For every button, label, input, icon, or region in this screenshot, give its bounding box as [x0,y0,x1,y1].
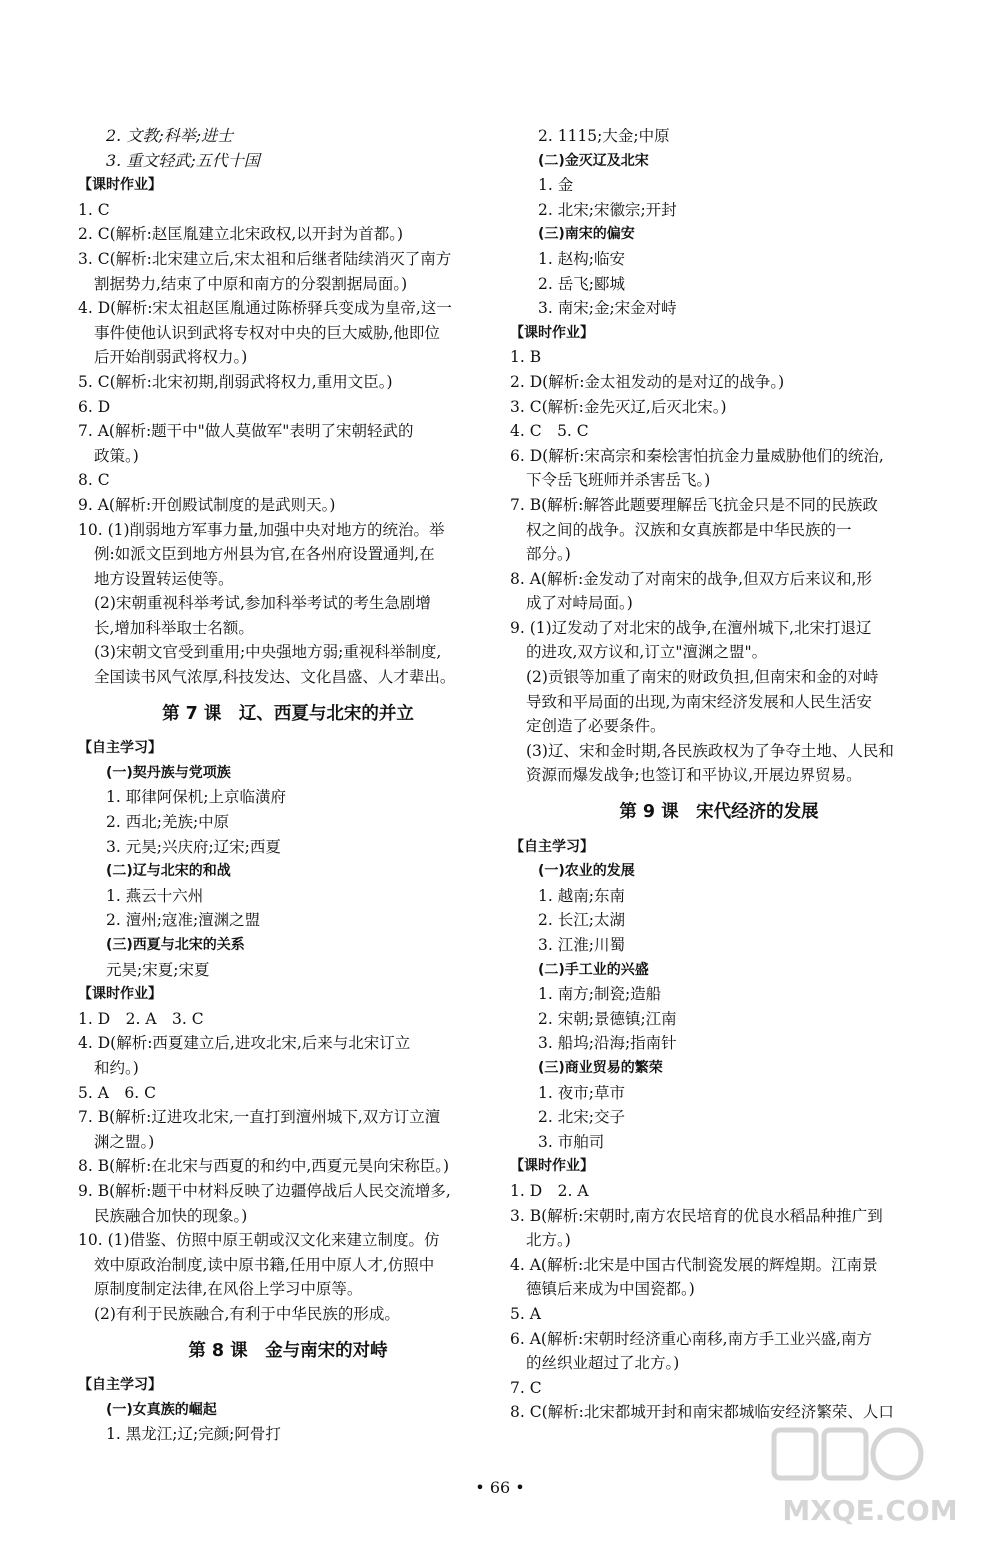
text-line: 1. D 2. A 3. C [78,1009,204,1028]
text-line: 2. 北宋;交子 [538,1108,625,1127]
text-line: 3. B(解析:宋朝时,南方农民培育的优良水稻品种推广到 [510,1206,883,1225]
text-line: 4. D(解析:西夏建立后,进攻北宋,后来与北宋订立 [78,1034,411,1053]
text-line: 1. B [510,348,542,367]
text-line: 4. D(解析:宋太祖赵匡胤通过陈桥驿兵变成为皇帝,这一 [78,299,452,318]
text-line: 导致和平局面的出现,为南宋经济发展和人民生活安 [526,692,872,711]
lesson-title: 第 7 课 辽、西夏与北宋的并立 [162,703,414,724]
text-line: 1. 夜市;草市 [538,1083,625,1102]
text-line: (3)宋朝文官受到重用;中央强地方弱;重视科举制度, [94,643,442,662]
text-line: 3. 南宋;金;宋金对峙 [538,299,677,318]
section-heading: 【自主学习】 [510,838,594,855]
text-line: 部分。) [526,545,571,564]
watermark-glyph-2 [824,1430,866,1478]
text-line: 北方。) [526,1231,571,1250]
text-line: 9. A(解析:开创殿试制度的是武则天。) [78,495,336,514]
text-line: 事件使他认识到武将专权对中央的巨大威胁,他即位 [94,323,440,342]
text-line: 8. B(解析:在北宋与西夏的和约中,西夏元昊向宋称臣。) [78,1157,450,1176]
section-heading: 【自主学习】 [78,740,162,757]
text-line: 2. 澶州;寇准;澶渊之盟 [106,911,261,930]
text-line: 7. B(解析:解答此题要理解岳飞抗金只是不同的民族政 [510,495,878,514]
text-line: 2. 文教;科举;进士 [106,126,234,145]
text-line: 权之间的战争。汉族和女真族都是中华民族的一 [526,520,852,539]
text-line: 资源而爆发战争;也签订和平协议,开展边界贸易。 [526,766,862,785]
section-heading: 【课时作业】 [510,1158,594,1175]
section-heading: (三)南宋的偏安 [538,226,635,243]
text-line: 1. 金 [538,176,574,195]
right-column [510,124,928,1425]
text-line: 全国读书风气浓厚,科技发达、文化昌盛、人才辈出。 [94,668,456,687]
section-heading: (一)农业的发展 [538,863,635,880]
text-line: 和约。) [94,1058,139,1077]
text-line: 3. 船坞;沿海;指南针 [538,1034,677,1053]
text-line: 5. A 6. C [78,1083,156,1102]
text-line: 原制度制定法律,在风俗上学习中原等。 [94,1280,363,1299]
text-line: 6. A(解析:宋朝时经济重心南移,南方手工业兴盛,南方 [510,1329,873,1348]
text-line: 民族融合加快的现象。) [94,1206,248,1225]
text-line: 1. 耶律阿保机;上京临潢府 [106,788,286,807]
text-line: 1. D 2. A [510,1181,589,1200]
text-line: 3. 元昊;兴庆府;辽宋;西夏 [106,837,281,856]
text-line: 3. 市舶司 [538,1132,605,1151]
text-line: 的进攻,双方议和,订立"澶渊之盟"。 [526,643,768,662]
text-line: 10. (1)削弱地方军事力量,加强中央对地方的统治。举 [78,520,445,539]
text-line: 2. D(解析:金太祖发动的是对辽的战争。) [510,372,785,391]
text-line: 3. C(解析:北宋建立后,宋太祖和后继者陆续消灭了南方 [78,249,452,268]
text-line: 9. (1)辽发动了对北宋的战争,在澶州城下,北宋打退辽 [510,618,872,637]
section-heading: (一)女真族的崛起 [106,1401,217,1418]
text-line: 8. C [78,471,110,490]
text-line: (2)贡银等加重了南宋的财政负担,但南宋和金的对峙 [526,668,879,687]
text-line: 2. C(解析:赵匡胤建立北宋政权,以开封为首都。) [78,225,404,244]
text-line: 5. C(解析:北宋初期,削弱武将权力,重用文臣。) [78,372,393,391]
section-heading: (二)金灭辽及北宋 [538,152,649,169]
text-line: 元昊;宋夏;宋夏 [106,960,210,979]
lesson-title: 第 8 课 金与南宋的对峙 [188,1340,388,1361]
text-line: 9. B(解析:题干中材料反映了边疆停战后人民交流增多, [78,1181,451,1200]
text-line: 1. C [78,200,110,219]
text-line: 6. D [78,397,111,416]
text-line: 下令岳飞班师并杀害岳飞。) [526,471,711,490]
section-heading: 【自主学习】 [78,1377,162,1394]
text-line: (2)宋朝重视科举考试,参加科举考试的考生急剧增 [94,594,431,613]
text-line: 2. 北宋;宋徽宗;开封 [538,200,677,219]
section-heading: 【课时作业】 [510,324,594,341]
text-line: 地方设置转运使等。 [94,569,234,588]
text-line: 3. 重文轻武;五代十国 [106,150,260,170]
text-line: 定创造了必要条件。 [526,717,666,736]
text-line: 5. A [510,1304,541,1323]
text-line: 2. 长江;太湖 [538,911,625,930]
text-line: 8. A(解析:金发动了对南宋的战争,但双方后来议和,形 [510,569,873,588]
section-heading: (三)西夏与北宋的关系 [106,937,245,953]
section-heading: (二)辽与北宋的和战 [106,863,231,880]
section-heading: 【课时作业】 [78,986,162,1003]
text-line: 后开始削弱武将权力。) [94,348,248,367]
text-line: 渊之盟。) [94,1132,155,1151]
left-column [78,124,498,1447]
section-heading: (二)手工业的兴盛 [538,961,649,978]
text-line: 例:如派文臣到地方州县为官,在各州府设置通判,在 [94,545,435,564]
page-number: • 66 • [475,1478,525,1497]
text-line: 长,增加科举取士名额。 [94,618,254,637]
watermark-glyph-1 [774,1430,816,1478]
text-line: 2. 岳飞;郾城 [538,274,625,293]
text-line: 1. 越南;东南 [538,886,625,905]
watermark-logo [770,1424,970,1534]
text-line: 2. 宋朝;景德镇;江南 [538,1009,677,1028]
text-line: 7. A(解析:题干中"做人莫做军"表明了宋朝轻武的 [78,422,414,441]
section-heading: (一)契丹族与党项族 [106,764,231,781]
text-line: (3)辽、宋和金时期,各民族政权为了争夺土地、人民和 [526,741,894,760]
text-line: 政策。) [94,446,139,465]
watermark-glyph-3 [873,1430,921,1478]
text-line: 7. B(解析:辽进攻北宋,一直打到澶州城下,双方订立澶 [78,1108,441,1127]
text-line: 1. 黑龙江;辽;完颜;阿骨打 [106,1425,281,1444]
text-line: 2. 西北;羌族;中原 [106,813,230,832]
text-line: 效中原政治制度,读中原书籍,任用中原人才,仿照中 [94,1255,435,1274]
text-line: 4. A(解析:北宋是中国古代制瓷发展的辉煌期。江南景 [510,1255,878,1274]
text-line: 德镇后来成为中国瓷都。) [526,1280,695,1299]
text-line: 4. C 5. C [510,422,589,441]
text-line: 2. 1115;大金;中原 [538,127,670,145]
text-line: 3. C(解析:金先灭辽,后灭北宋。) [510,397,727,416]
text-line: (2)有利于民族融合,有利于中华民族的形成。 [94,1304,400,1323]
text-line: 1. 燕云十六州 [106,886,204,905]
section-heading: 【课时作业】 [78,177,162,194]
text-line: 1. 赵构;临安 [538,249,625,268]
watermark-text: MXQE.COM [782,1494,958,1527]
text-line: 10. (1)借鉴、仿照中原王朝或汉文化来建立制度。仿 [78,1231,440,1250]
text-line: 割据势力,结束了中原和南方的分裂割据局面。) [94,274,408,293]
text-line: 1. 南方;制瓷;造船 [538,985,662,1004]
lesson-title: 第 9 课 宋代经济的发展 [619,802,819,823]
text-line: 3. 江淮;川蜀 [538,936,625,954]
section-heading: (三)商业贸易的繁荣 [538,1059,663,1076]
text-line: 7. C [510,1378,542,1397]
text-line: 6. D(解析:宋高宗和秦桧害怕抗金力量威胁他们的统治, [510,446,884,465]
text-line: 的丝织业超过了北方。) [526,1354,680,1373]
text-line: 成了对峙局面。) [526,594,633,613]
text-line: 8. C(解析:北宋都城开封和南宋都城临安经济繁荣、人口 [510,1403,894,1422]
